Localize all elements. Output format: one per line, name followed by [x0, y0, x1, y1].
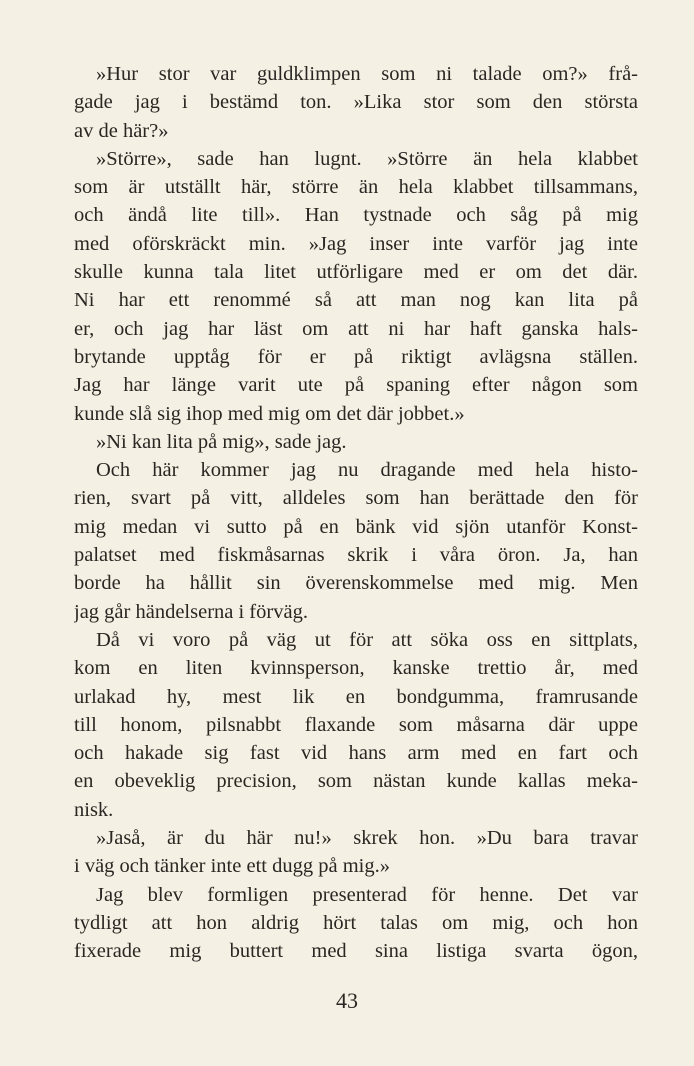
text-line: mig medan vi sutto på en bänk vid sjön utanför Konst-: [74, 515, 638, 538]
text-line: och hakade sig fast vid hans arm med en fart och: [74, 742, 638, 765]
text-line: Ni har ett renommé så att man nog kan lita på: [74, 289, 638, 312]
text-line: gade jag i bestämd ton. »Lika stor som den största: [74, 91, 638, 114]
text-line: och ändå lite till». Han tystnade och såg på mig: [74, 204, 638, 227]
text-line: tydligt att hon aldrig hört talas om mig, och hon: [74, 911, 638, 934]
text-line: i väg och tänker inte ett dugg på mig.»: [74, 855, 390, 878]
text-line: Då vi voro på väg ut för att söka oss en sittplats,: [96, 628, 638, 651]
text-line: »Större», sade han lugnt. »Större än hela klabbet: [96, 147, 638, 170]
text-line: palatset med fiskmåsarnas skrik i våra öron. Ja, han: [74, 544, 638, 567]
text-line: jag går händelserna i förväg.: [74, 600, 308, 623]
text-line: er, och jag har läst om att ni har haft ganska hals-: [74, 317, 638, 340]
text-line: »Jaså, är du här nu!» skrek hon. »Du bara travar: [96, 827, 638, 850]
text-line: »Hur stor var guldklimpen som ni talade om?» frå-: [96, 63, 638, 85]
text-line: av de här?»: [74, 119, 169, 142]
text-line: »Ni kan lita på mig», sade jag.: [96, 430, 347, 453]
text-line: brytande upptåg för er på riktigt avlägsna ställen.: [74, 345, 638, 368]
text-line: Och här kommer jag nu dragande med hela histo-: [96, 459, 638, 482]
text-line: Jag har länge varit ute på spaning efter någon som: [74, 374, 638, 397]
text-line: kom en liten kvinnsperson, kanske trettio år, med: [74, 657, 638, 680]
text-line: med oförskräckt min. »Jag inser inte varför jag inte: [74, 232, 638, 255]
text-line: urlakad hy, mest lik en bondgumma, framrusande: [74, 685, 638, 708]
text-line: nisk.: [74, 798, 114, 821]
text-line: Jag blev formligen presenterad för henne. Det var: [96, 883, 638, 906]
page-number: 43: [336, 988, 358, 1013]
text-line: kunde slå sig ihop med mig om det där jobbet.»: [74, 402, 465, 425]
text-line: borde ha hållit sin överenskommelse med mig. Men: [74, 572, 638, 595]
text-line: till honom, pilsnabbt flaxande som måsarna där uppe: [74, 713, 638, 736]
text-line: en obeveklig precision, som nästan kunde kallas meka-: [74, 770, 638, 793]
text-line: rien, svart på vitt, alldeles som han berättade den för: [74, 487, 638, 510]
body-text: [74, 60, 638, 966]
text-line: fixerade mig buttert med sina listiga svarta ögon,: [74, 940, 638, 963]
text-line: som är utställt här, större än hela klabbet tillsammans,: [74, 176, 638, 199]
text-line: skulle kunna tala litet utförligare med er om det där.: [74, 261, 638, 284]
